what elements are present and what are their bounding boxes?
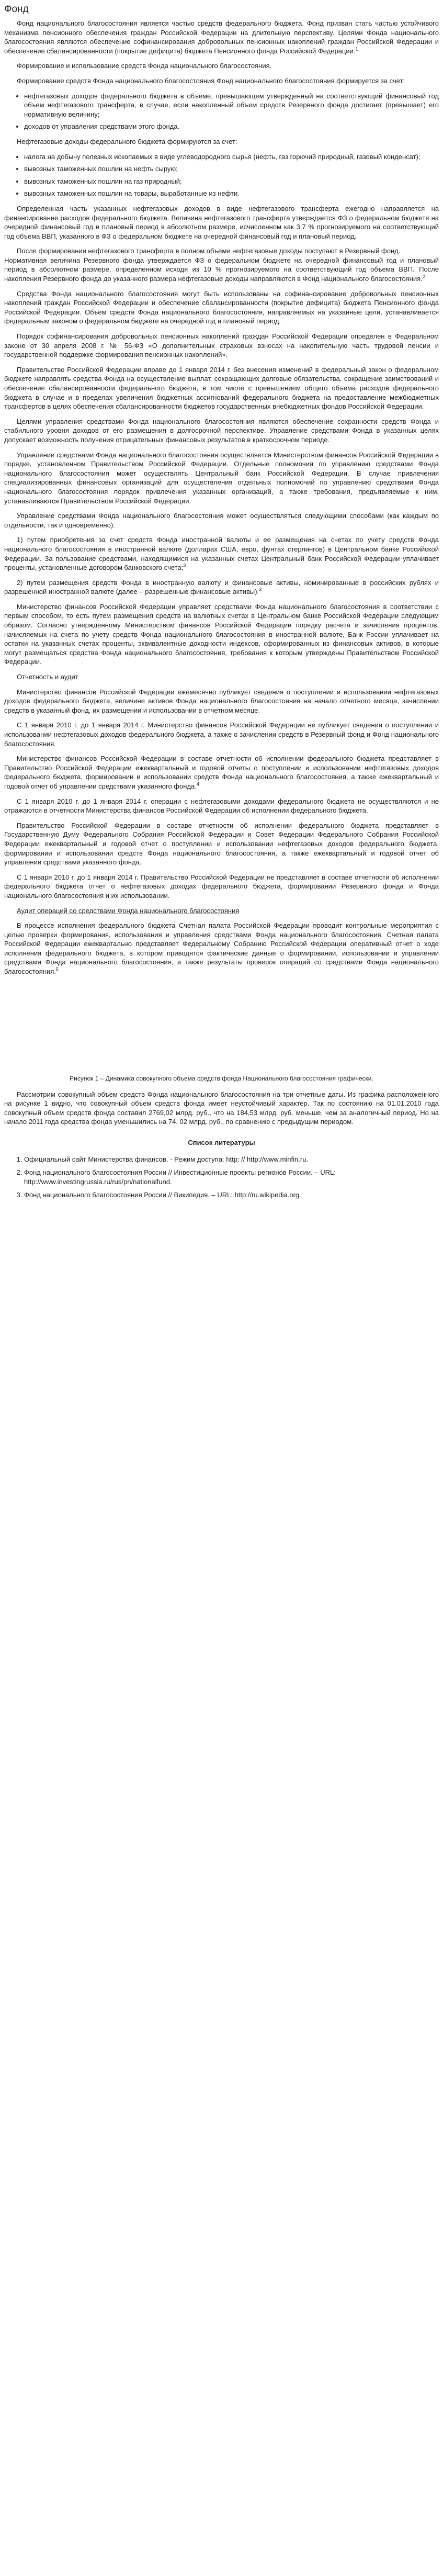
management-methods-paragraph: Управление средствами Фонда национального благосостояния может осуществляться следующими способами (как каждым по отдельности, так и одновременно): [4,512,439,529]
reserve-fund-paragraph [4,246,439,283]
formation-paragraph: Формирование средств Фонда национального благосостояния Фонд национального благосостояния формируется за счет: [17,76,405,85]
footnote-ref: 3 [183,563,186,568]
list-item: • вывозных таможенных пошлин на товары, выработанные из нефти. [24,189,439,198]
government-right-paragraph: Правительство Российской Федерации вправе до 1 января 2014 г. без внесения изменений в федеральный закон о федеральном бюджете направлять средства Фонда на осуществление выплат, сокращающих долговые обязательства, сокращение заимствований и обеспечение сбалансированности федерального бюджета, в том числе с превышением общего объема расходов федерального бюджета в случае и в пределах увеличения бюджетных ассигнований федерального бюджета на предоставление межбюджетных трансфертов в целях обеспечения сбалансированности бюджетов государственных внебюджетных фондов Российской Федерации. [4,365,439,411]
method-two-text: 2) путем размещения средств Фонда в иностранную валюту и финансовые активы, номинированные в российских рублях и разрешенной иностранной валюте (далее – разрешенные финансовые активы). [4,578,439,596]
list-item: • доходов от управления средствами этого фонда. [24,122,439,131]
publication-exception-paragraph: С 1 января 2010 г. до 1 января 2014 г. Министерство финансов Российской Федерации не публикует сведения о поступлении и использовании нефтегазовых доходов федерального бюджета, а также о зачислении средств в Резервный фонд и Фонд национального благосостояния. [4,721,439,748]
references-heading: Список литературы [188,1139,255,1147]
references-list [4,1155,439,1200]
oil-gas-revenue-paragraph: Нефтегазовые доходы федерального бюджета формируются за счет: [17,137,237,145]
reference-item: 3. Фонд национального благосостояния России // Википедия. – URL: http://ru.wikipedia.org. [24,1190,439,1200]
formation-sources-list [4,92,439,131]
footnote-ref: 1 [355,46,358,52]
analysis-paragraph: Рассмотрим совокупный объем средств Фонда национального благосостояния на три отчетные даты. Из графика расположенного на рисунке 1 видно, что совокупный объем средств фонда имеет неустойчивый характер. Так по состоянию на 01.01.2010 года совокупный объем средств фонда составил 2769,02 млрд. руб., что на 184,53 млрд. руб. меньше, чем за аналогичный период. Но на начало 2011 года средства фонда уменьшились на 74, 02 млрд. руб., по сравнению с предыдущим периодом. [4,1090,439,1126]
section-heading-audit [4,906,439,916]
intro-text: Фонд национального благосостояния является частью средств федерального бюджета. Фонд призван стать частью устойчивого механизма пенсионного обеспечения граждан Российской Федерации на длительную перспективу. Целями Фонда национального благосостояния являются обеспечение софинансирования добровольных пенсионных накоплений граждан Российской Федерации и обеспечение сбалансированности (покрытие дефицита) бюджета Пенсионного фонда Российской Федерации. [4,19,439,55]
section-heading-reporting: Отчетность и аудит [17,673,78,681]
reserve-fund-text: После формирования нефтегазового трансферта в полном объеме нефтегазовые доходы поступают в Резервный фонд. [17,247,401,255]
government-reporting-exception-paragraph: С 1 января 2010 г. до 1 января 2014 г. Правительство Российской Федерации не представляет в составе отчетности об исполнении федерального бюджета отчет о нефтегазовых доходах федерального бюджета, формировании Резервного фонда и Фонда национального благосостояния и их использовании. [4,873,439,899]
audit-paragraph [4,921,439,976]
footnote-ref: 4 [196,781,199,787]
document-page [0,0,443,1213]
footnote-ref: 5 [55,966,59,972]
list-item: • вывозных таможенных пошлин на газ природный; [24,177,439,186]
footnote-ref: 3 [259,587,262,592]
usage-paragraph: Средства Фонда национального благосостояния могут быть использованы на софинансирование добровольных пенсионных накоплений граждан Российской Федерации и обеспечение сбалансированности (покрытие дефицита) бюджета Пенсионного фонда Российской Федерации. Объем средств Фонда национального благосостояния, направляемых на указанные цели, устанавливается федеральным законом о федеральном бюджете на очередной год и плановый период. [4,289,439,325]
reserve-fund-norm-text: Нормативная величина Резервного фонда утверждается ФЗ о федеральном бюджете на очередной финансовый год и плановый период в абсолютном размере, определенном исходя из 10 % прогнозируемого на соответствующий год объема ВВП. После накопления Резервного фонда до указанного размера нефтегазовые доходы направляются в Фонд национального благосостояния. [4,256,439,283]
monthly-publication-paragraph: Министерство финансов Российской Федерации ежемесячно публикует сведения о поступлении и использовании нефтегазовых доходов федерального бюджета, величине активов Фонда национального благосостояния на начало отчетного месяца, зачислении средств в указанный фонд, их размещении и использовании в отчетном месяце. [4,688,439,714]
oil-gas-revenue-list [4,152,439,198]
method-one-text: 1) путем приобретения за счет средств Фонда иностранной валюты и ее размещения на счетах по учету средств Фонда национального благосостояния в иностранной валюте (долларах США, евро, фунтах стерлингов) в Центральном банке Российской Федерации. За пользование средствами, находящимися на указанных счетах Центральный банк Российской Федерации уплачивает проценты, установленные договором банковского счета; [4,536,439,572]
cofinancing-paragraph: Порядок софинансирования добровольных пенсионных накоплений граждан Российской Федерации определен в Федеральном законе от 30 апреля 2008 г. № 56-ФЗ «О дополнительных страховых взносах на накопительную часть трудовой пенсии и государственной поддержке формирования пенсионных накоплений». [4,332,439,359]
reference-item: 1. Официальный сайт Министерства финансов. - Режим доступа: http: // http://www.minfin.ru. [24,1155,439,1164]
page-title: Фонд [4,4,29,15]
transfer-paragraph: Определенная часть указанных нефтегазовых доходов в виде нефтегазового трансферта ежегодно направляется на финансирование расходов федерального бюджета. Величина нефтегазового трансферта утверждается ФЗ о федеральном бюджете на очередной финансовый год и плановый период в абсолютном размере, исчисленном как 3,7 % прогнозируемого на соответствующий год объема ВВП, указанного в ФЗ о федеральном бюджете на очередной финансовый год и плановый период. [4,204,439,240]
footnote-ref: 2 [422,274,425,279]
list-item: • налога на добычу полезных ископаемых в виде углеводородного сырья (нефть, газ горючий природный, газовый конденсат); [24,152,439,162]
reporting-exception-paragraph: С 1 января 2010 г. до 1 января 2014 г. операции с нефтегазовыми доходами федерального бюджета не осуществляются и не отражаются в отчетности Министерства финансов Российской Федерации об исполнении федерального бюджета. [4,797,439,815]
ministry-reporting-text: Министерство финансов Российской Федерации в составе отчетности об исполнении федерального бюджета представляет в Правительство Российской Федерации ежеквартальный и годовой отчеты о поступлении и использовании нефтегазовых доходов федерального бюджета, формировании и использовании средств Фонда национального благосостояния, а также ежеквартальный и годовой отчет об управлении средствами указанного фонда. [4,755,439,790]
management-goals-paragraph: Целями управления средствами Фонда национального благосостояния являются обеспечение сохранности средств Фонда и стабильного уровня доходов от его размещения в долгосрочной перспективе. Управление средствами Фонда в указанных целях допускает возможность получения отрицательных финансовых результатов в краткосрочном периоде. [4,417,439,444]
ministry-reporting-paragraph [4,754,439,791]
list-item: • нефтегазовых доходов федерального бюджета в объеме, превышающем утвержденный на соответствующий финансовый год объем нефтегазового трансферта, в случае, если накопленный объем средств Резервного фонда достигает (превышает) его нормативную величину; [24,92,439,119]
method-one-paragraph [4,535,439,572]
list-item: • вывозных таможенных пошлин на нефть сырую; [24,164,439,174]
audit-heading-text: Аудит операций со средствами Фонда национального благосостояния [17,906,240,915]
government-reporting-paragraph: Правительство Российской Федерации в составе отчетности об исполнении федерального бюджета представляет в Государственную Думу Федерального Собрания Российской Федерации и Совет Федерации Федерального Собрания Российской Федерации ежеквартальный и годовой отчет о поступлении и использовании нефтегазовых доходов федерального бюджета, формировании и использовании средств Фонда национального благосостояния, а также ежеквартальный и годовой отчет об управлении средствами указанного фонда. [4,821,439,867]
method-two-paragraph [4,578,439,597]
figure-caption: Рисунок 1 – Динамика совокупного объема средств фонда Национального благосостояния графически. [70,1074,373,1082]
management-ministry-paragraph: Управление средствами Фонда национального благосостояния осуществляется Министерством финансов Российской Федерации в порядке, установленном Правительством Российской Федерации. Отдельные полномочия по управлению средствами Фонда национального благосостояния может осуществлять Центральный банк Российской Федерации. В случае привлечения специализированных финансовых организаций для осуществления отдельных полномочий по управлению средствами Фонда национального благосостояния порядок привлечения указанных организаций, а также требования, предъявляемые к ним, устанавливаются Правительством Российской Федерации. [4,451,439,505]
figure-placeholder [4,982,439,1071]
audit-text: В процессе исполнения федерального бюджета Счетная палата Российской Федерации проводит контрольные мероприятия с целью проверки формирования, использования и управления средствами Фонда национального благосостояния. Счетная палата Российской Федерации ежеквартально представляет Федеральному Собранию Российской Федерации оперативный отчет о ходе исполнения федерального бюджета, в котором приводятся фактические данные о формировании, использовании и управлении средствами Фонда национального благосостояния, а также результаты проверок операций со средствами Фонда национального благосостояния. [4,921,439,976]
ministry-management-paragraph: Министерство финансов Российской Федерации управляет средствами Фонда национального благосостояния в соответствии с первым способом, то есть путем размещения средств на валютных счетах в Центральном банке Российской Федерации следующим образом. Согласно утвержденному Министерством финансов Российской Федерации порядку расчета и зачисления процентов, начисляемых на счета по учету средств Фонда национального благосостояния в иностранной валюте, Банк России уплачивает на остатки на указанных счетах проценты, эквивалентные доходности индексов, сформированных из финансовых активов, в которые могут размещаться средства Фонда национального благосостояния, требования к которым утверждены Правительством Российской Федерации. [4,602,439,666]
section-heading-formation: Формирование и использование средств Фонда национального благосостояния. [17,62,272,70]
intro-paragraph [4,19,439,55]
reference-item: 2. Фонд национального благосостояния России // Инвестиционные проекты регионов России. – URL: http://www.investingrussia.ru/rus/pn/nationalfund. [24,1168,439,1186]
